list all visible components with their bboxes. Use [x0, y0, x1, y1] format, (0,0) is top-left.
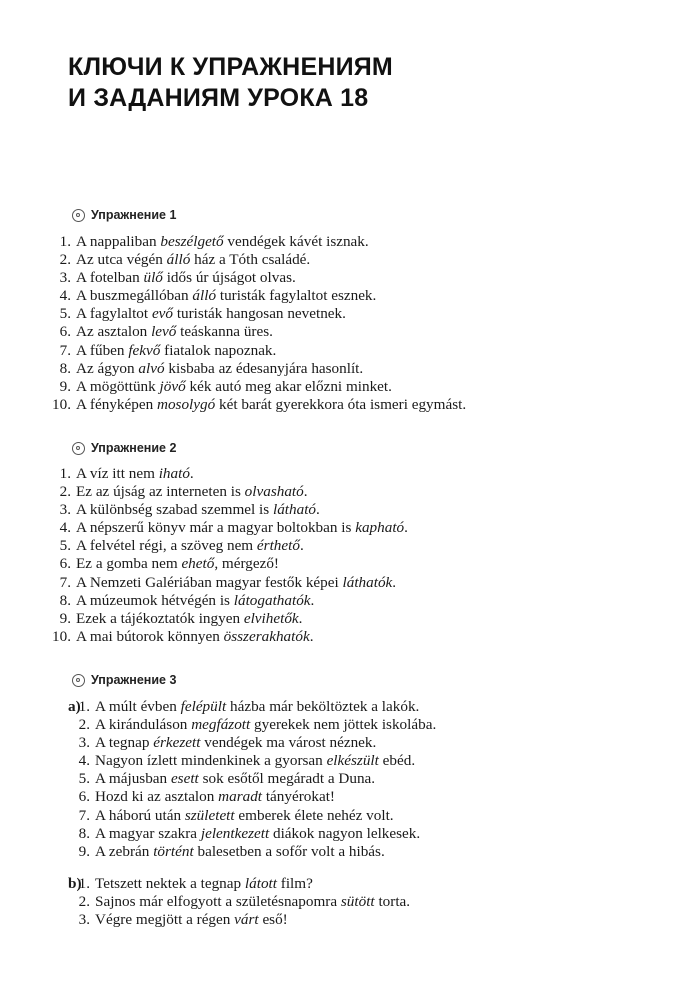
sentence-text: teáskanna üres. — [176, 323, 273, 341]
sentence-text: A víz itt nem — [76, 465, 159, 482]
item-sentence — [76, 251, 310, 269]
sentence-text: . — [392, 573, 397, 591]
exercise-3-heading — [72, 673, 176, 687]
item-number: 2. — [59, 251, 71, 269]
answer-word: ülő — [143, 269, 163, 287]
sentence-text: fiatalok napoznak. — [160, 341, 277, 359]
exercise-3b-list — [64, 875, 410, 929]
item-number: 9. — [59, 377, 71, 395]
item-number: 4. — [78, 752, 90, 770]
sentence-text: A kiránduláson — [95, 716, 192, 734]
list-item — [45, 519, 408, 537]
list-item — [45, 287, 466, 305]
page-title-line-2: И ЗАДАНИЯМ УРОКА 18 — [68, 84, 369, 112]
sentence-text: két barát gyerekkora óta ismeri egymást. — [215, 395, 467, 413]
item-sentence — [76, 233, 369, 251]
item-sentence — [76, 483, 308, 501]
answer-word: maradt — [218, 788, 263, 806]
answer-word: beszélgető — [160, 233, 224, 250]
sentence-text: film? — [276, 875, 313, 892]
item-number: 5. — [59, 305, 71, 323]
list-item — [64, 770, 436, 788]
exercise-2-heading — [72, 441, 176, 455]
sentence-text: A fényképen — [76, 395, 157, 413]
sentence-text: eső! — [258, 911, 288, 929]
item-sentence — [95, 698, 419, 716]
item-sentence — [95, 911, 288, 929]
answer-word: fekvő — [128, 341, 161, 359]
list-item — [45, 378, 466, 396]
item-sentence — [95, 875, 313, 893]
sentence-text: turisták fagylaltot esznek. — [216, 287, 377, 305]
answer-word: elkészült — [326, 752, 379, 770]
sentence-text: Sajnos már elfogyott a születésnapomra — [95, 893, 341, 911]
sentence-text: A fűben — [76, 341, 129, 359]
item-sentence — [95, 752, 415, 770]
item-number: 9. — [78, 842, 90, 860]
item-sentence — [76, 287, 376, 305]
sentence-text: Az ágyon — [76, 359, 139, 377]
answer-word: mosolygó — [156, 395, 216, 413]
exercise-1-heading — [72, 208, 176, 222]
sentence-text: kisbaba az édesanyjára hasonlít. — [164, 359, 364, 377]
item-sentence — [95, 807, 394, 825]
answer-word: alvó — [138, 359, 165, 377]
item-number: 1. — [59, 233, 71, 250]
list-item — [45, 555, 408, 573]
item-number: 10. — [52, 395, 71, 413]
item-sentence — [76, 592, 314, 610]
item-sentence — [76, 269, 296, 287]
list-item — [64, 734, 436, 752]
answer-word: ehető — [181, 555, 215, 573]
answer-word: iható — [158, 465, 190, 482]
list-item — [64, 807, 436, 825]
sentence-text: A népszerű könyv már a magyar boltokban is — [76, 519, 356, 537]
item-sentence — [76, 628, 314, 646]
sentence-text: . — [310, 591, 315, 609]
sentence-text: vendégek ma várost néznek. — [200, 734, 377, 752]
sentence-text: A Nemzeti Galériában magyar festők képei — [76, 573, 343, 591]
exercise-1-list — [45, 233, 466, 414]
list-item — [45, 574, 408, 592]
item-sentence — [95, 788, 335, 806]
answer-word: látogathatók — [233, 591, 311, 609]
sentence-text: Az utca végén — [76, 251, 167, 269]
sentence-text: Az asztalon — [76, 323, 152, 341]
item-sentence — [76, 305, 346, 323]
item-sentence — [76, 323, 273, 341]
item-sentence — [76, 574, 396, 592]
sentence-text: Ez az újság az interneten is — [76, 483, 245, 501]
sentence-text: kék autó meg akar előzni minket. — [185, 377, 392, 395]
item-number: 7. — [59, 573, 71, 591]
audio-disc-icon — [72, 209, 85, 222]
sentence-text: Nagyon ízlett mindenkinek a gyorsan — [95, 752, 327, 770]
answer-word: levő — [151, 323, 177, 341]
page-title-line-1: КЛЮЧИ К УПРАЖНЕНИЯМ — [68, 53, 393, 81]
sentence-text: ház a Tóth családé. — [190, 251, 311, 269]
sentence-text: . — [298, 609, 303, 627]
answer-word: látott — [244, 875, 277, 892]
answer-word: evő — [151, 305, 174, 323]
part-b-label: b) — [68, 875, 82, 892]
answer-word: olvasható — [244, 483, 304, 501]
list-item — [64, 843, 436, 861]
answer-word: álló — [192, 287, 217, 305]
sentence-text: Ezek a tájékoztatók ingyen — [76, 609, 244, 627]
sentence-text: tányérokat! — [262, 788, 335, 806]
item-number: 3. — [59, 269, 71, 287]
item-number: 5. — [59, 537, 71, 555]
item-number: 3. — [78, 911, 90, 929]
sentence-text: torta. — [374, 893, 411, 911]
sentence-text: A fagylaltot — [76, 305, 152, 323]
item-number: 2. — [78, 716, 90, 734]
sentence-text: emberek élete nehéz volt. — [234, 806, 394, 824]
list-item — [45, 501, 408, 519]
item-sentence — [76, 501, 320, 519]
item-sentence — [76, 342, 276, 360]
sentence-text: A háború után — [95, 806, 185, 824]
answer-word: jelentkezett — [200, 824, 270, 842]
item-number: 2. — [59, 483, 71, 501]
item-number: 3. — [78, 734, 90, 752]
item-sentence — [95, 770, 375, 788]
sentence-text: Hozd ki az asztalon — [95, 788, 219, 806]
sentence-text: A fotelban — [76, 269, 144, 287]
list-item — [45, 537, 408, 555]
item-number: 4. — [59, 287, 71, 305]
item-number: 1. — [59, 465, 71, 482]
sentence-text: . — [299, 537, 304, 555]
item-number: 6. — [59, 323, 71, 341]
list-item — [64, 911, 410, 929]
sentence-text: A mögöttünk — [76, 377, 160, 395]
list-item — [64, 825, 436, 843]
item-sentence — [76, 537, 304, 555]
item-number: 3. — [59, 501, 71, 519]
item-number: 7. — [78, 806, 90, 824]
sentence-text: turisták hangosan nevetnek. — [173, 305, 346, 323]
item-sentence — [95, 825, 420, 843]
item-sentence — [95, 734, 376, 752]
item-sentence — [76, 610, 302, 628]
item-sentence — [95, 843, 385, 861]
list-item — [64, 752, 436, 770]
exercise-heading-label: Упражнение 1 — [91, 208, 177, 222]
list-item — [45, 233, 466, 251]
audio-disc-icon — [72, 674, 85, 687]
sentence-text: idős úr újságot olvas. — [162, 269, 296, 287]
item-sentence — [76, 360, 363, 378]
list-item — [45, 323, 466, 341]
sentence-text: házba már beköltöztek a lakók. — [226, 698, 420, 715]
exercise-2-list — [45, 465, 408, 646]
sentence-text: ebéd. — [378, 752, 416, 770]
list-item — [64, 716, 436, 734]
answer-word: érthető — [256, 537, 300, 555]
page-title — [68, 52, 393, 114]
list-item — [45, 360, 466, 378]
list-item — [45, 592, 408, 610]
part-a-label: a) — [68, 698, 81, 715]
item-number: 1. — [78, 698, 90, 715]
item-sentence — [76, 555, 279, 573]
answer-word: felépült — [180, 698, 227, 715]
sentence-text: sok esőtől megáradt a Duna. — [198, 770, 376, 788]
exercise-3a-list — [64, 698, 436, 861]
sentence-text: A magyar szakra — [95, 824, 201, 842]
item-number: 8. — [59, 591, 71, 609]
sentence-text: A múlt évben — [95, 698, 181, 715]
list-item — [45, 342, 466, 360]
item-sentence — [76, 396, 466, 414]
list-item — [45, 251, 466, 269]
list-item — [64, 893, 410, 911]
item-number: 4. — [59, 519, 71, 537]
sentence-text: A nappaliban — [76, 233, 161, 250]
answer-word: elvihetők — [243, 609, 299, 627]
item-number: 2. — [78, 893, 90, 911]
sentence-text: . — [303, 483, 308, 501]
list-item — [64, 788, 436, 806]
item-number: 8. — [59, 359, 71, 377]
item-number: 7. — [59, 341, 71, 359]
item-number: 6. — [78, 788, 90, 806]
answer-word: látható — [272, 501, 317, 519]
answer-word: összerakhatók — [223, 627, 310, 645]
item-sentence — [76, 378, 392, 396]
answer-word: kapható — [355, 519, 405, 537]
item-number: 6. — [59, 555, 71, 573]
exercise-heading-label: Упражнение 2 — [91, 441, 177, 455]
list-item — [45, 483, 408, 501]
sentence-text: balesetben a sofőr volt a hibás. — [193, 842, 385, 860]
sentence-text: Végre megjött a régen — [95, 911, 235, 929]
item-sentence — [95, 893, 410, 911]
answer-word: megfázott — [191, 716, 251, 734]
sentence-text: gyerekek nem jöttek iskolába. — [250, 716, 437, 734]
sentence-text: . — [189, 465, 194, 482]
sentence-text: diákok nagyon lelkesek. — [269, 824, 421, 842]
item-number: 1. — [78, 875, 90, 892]
answer-word: esett — [170, 770, 199, 788]
sentence-text: , mérgező! — [214, 555, 279, 573]
sentence-text: A különbség szabad szemmel is — [76, 501, 273, 519]
list-item — [64, 875, 410, 893]
sentence-text: Ez a gomba nem — [76, 555, 182, 573]
answer-word: történt — [153, 842, 194, 860]
list-item — [45, 628, 408, 646]
sentence-text: Tetszett nektek a tegnap — [95, 875, 245, 892]
sentence-text: . — [309, 627, 314, 645]
answer-word: született — [184, 806, 235, 824]
sentence-text: A tegnap — [95, 734, 154, 752]
item-number: 10. — [52, 627, 71, 645]
answer-word: várt — [234, 911, 259, 929]
answer-word: sütött — [340, 893, 375, 911]
sentence-text: A mai bútorok könnyen — [76, 627, 224, 645]
item-sentence — [76, 465, 194, 483]
sentence-text: vendégek kávét isznak. — [223, 233, 369, 250]
item-number: 9. — [59, 609, 71, 627]
list-item — [64, 698, 436, 716]
item-sentence — [76, 519, 408, 537]
answer-word: álló — [166, 251, 191, 269]
sentence-text: A felvétel régi, a szöveg nem — [76, 537, 257, 555]
sentence-text: A múzeumok hétvégén is — [76, 591, 234, 609]
list-item — [45, 465, 408, 483]
answer-word: érkezett — [153, 734, 201, 752]
item-number: 8. — [78, 824, 90, 842]
sentence-text: A buszmegállóban — [76, 287, 193, 305]
sentence-text: A májusban — [95, 770, 171, 788]
list-item — [45, 305, 466, 323]
answer-word: jövő — [159, 377, 186, 395]
list-item — [45, 269, 466, 287]
answer-word: láthatók — [342, 573, 393, 591]
item-sentence — [95, 716, 436, 734]
exercise-heading-label: Упражнение 3 — [91, 673, 177, 687]
item-number: 5. — [78, 770, 90, 788]
sentence-text: . — [316, 501, 320, 519]
sentence-text: . — [404, 519, 408, 537]
sentence-text: A zebrán — [95, 842, 154, 860]
audio-disc-icon — [72, 442, 85, 455]
list-item — [45, 396, 466, 414]
list-item — [45, 610, 408, 628]
